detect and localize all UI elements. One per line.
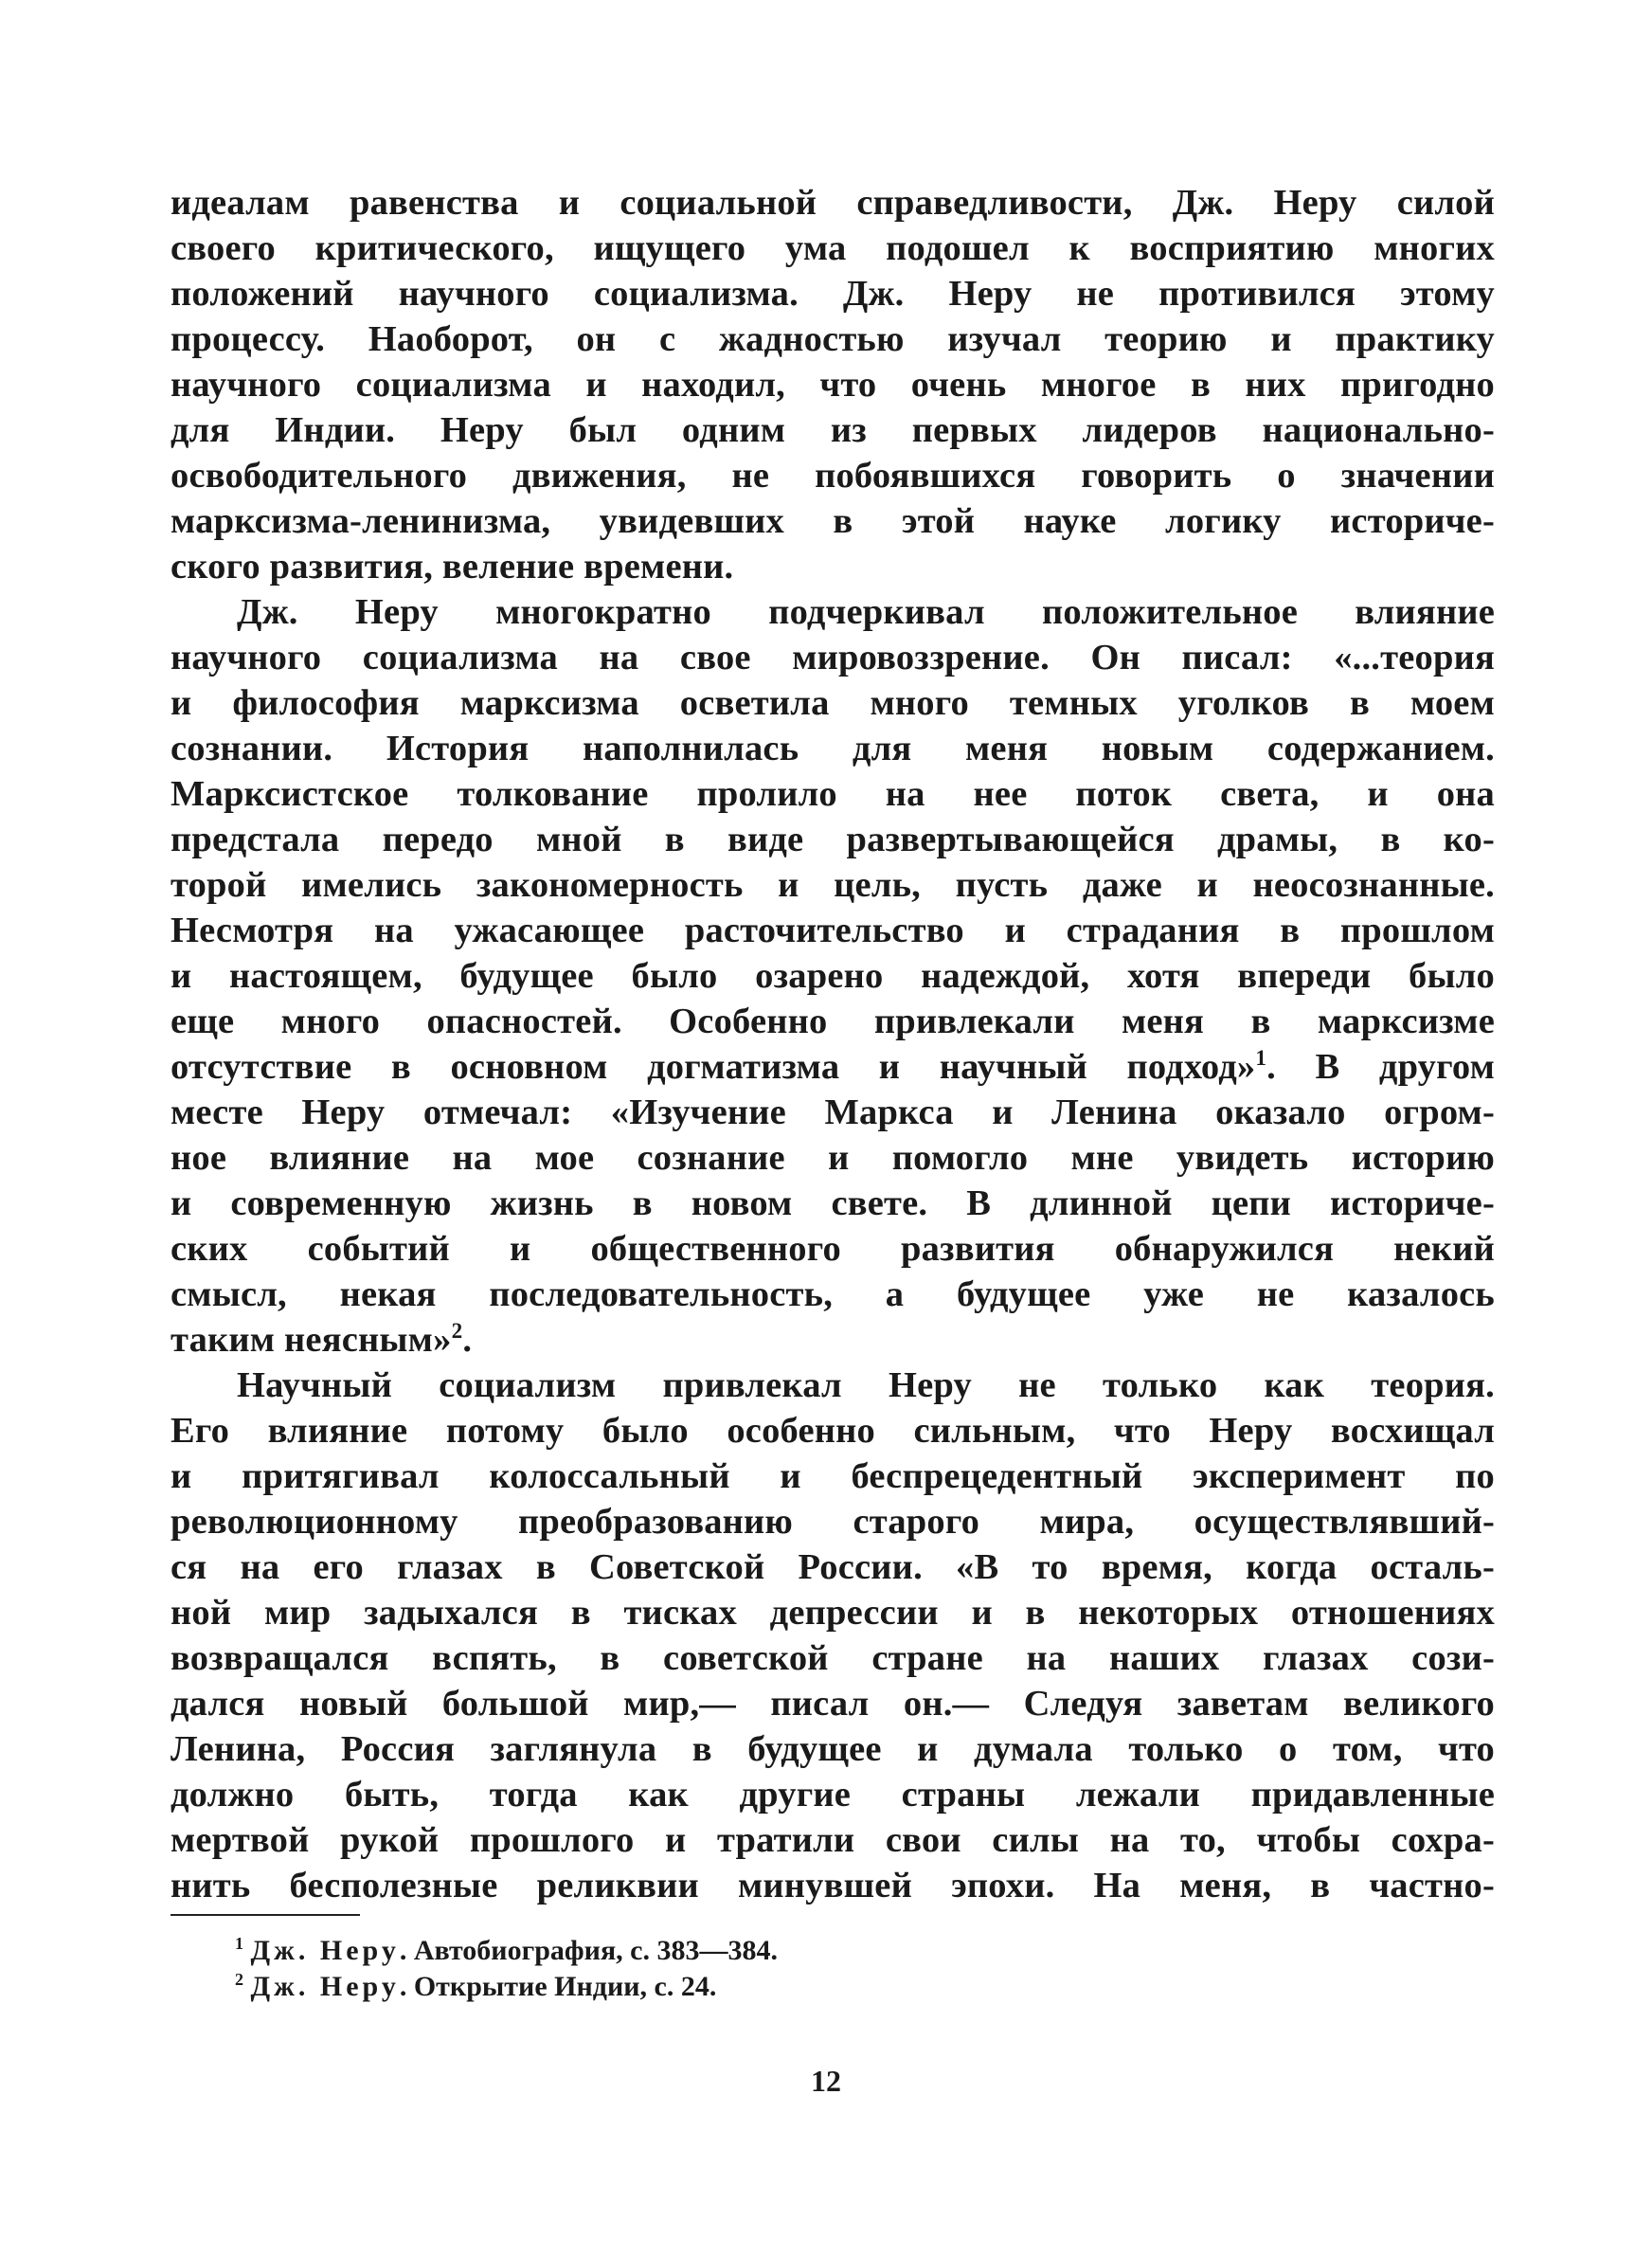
text-line: ное влияние на мое сознание и помогло мне увидеть историю xyxy=(171,1138,1495,1178)
footnote-1 xyxy=(235,1933,778,1969)
text-line: положений научного социализма. Дж. Неру не противился этому xyxy=(171,274,1495,314)
footnote-text: . Открытие Индии, с. 24. xyxy=(399,1971,717,2002)
text-segment: таким неясным» xyxy=(171,1320,452,1360)
text-line: месте Неру отмечал: «Изучение Маркса и Ленина оказало огром- xyxy=(171,1092,1495,1132)
text-line: Несмотря на ужасающее расточительство и страдания в прошлом xyxy=(171,911,1495,950)
page-number: 12 xyxy=(811,2064,841,2098)
footnote-divider xyxy=(171,1914,360,1916)
footnote-ref-2[interactable]: 2 xyxy=(451,1318,463,1344)
text-line: ского развития, веление времени. xyxy=(171,547,734,587)
text-line: ся на его глазах в Советской России. «В то время, когда осталь- xyxy=(171,1547,1495,1587)
text-line: еще много опасностей. Особенно привлекали меня в марксизме xyxy=(171,1002,1495,1041)
text-line: процессу. Наоборот, он с жадностью изучал теорию и практику xyxy=(171,319,1495,359)
text-line: Марксистское толкование пролило на нее поток света, и она xyxy=(171,774,1495,814)
text-line: освободительного движения, не побоявшихся говорить о значении xyxy=(171,456,1495,496)
text-line: и притягивал колоссальный и беспрецедентный эксперимент по xyxy=(171,1456,1495,1496)
text-line: смысл, некая последовательность, а будущее уже не казалось xyxy=(171,1274,1495,1314)
footnote-ref-1[interactable]: 1 xyxy=(1255,1045,1267,1071)
text-line: для Индии. Неру был одним из первых лидеров национально- xyxy=(171,410,1495,450)
text-line: мертвой рукой прошлого и тратили свои силы на то, чтобы сохра- xyxy=(171,1820,1495,1860)
text-line: и современную жизнь в новом свете. В длинной цепи историче- xyxy=(171,1183,1495,1223)
text-line: и настоящем, будущее было озарено надеждой, хотя впереди было xyxy=(171,956,1495,996)
text-line: возвращался вспять, в советской стране на наших глазах сози- xyxy=(171,1638,1495,1678)
text-line: ских событий и общественного развития обнаружился некий xyxy=(171,1229,1495,1269)
text-line-with-footnote xyxy=(171,1317,1495,1363)
text-line: должно быть, тогда как другие страны лежали придавленные xyxy=(171,1775,1495,1815)
footnote-2 xyxy=(235,1969,716,2005)
text-line: и философия марксизма осветила много темных уголков в моем xyxy=(171,683,1495,723)
text-segment: отсутствие в основном догматизма и научный подход» xyxy=(171,1047,1256,1087)
footnote-author: Дж. Неру xyxy=(250,1971,400,2002)
text-line: дался новый большой мир,— писал он.— Следуя заветам великого xyxy=(171,1684,1495,1724)
text-line: нить бесполезные реликвии минувшей эпохи. На меня, в частно- xyxy=(171,1866,1495,1905)
text-line: революционному преобразованию старого мира, осуществлявший- xyxy=(171,1502,1495,1542)
text-line: Научный социализм привлекал Неру не только как теория. xyxy=(237,1365,1495,1405)
footnote-text: . Автобиография, с. 383—384. xyxy=(399,1935,778,1966)
text-line: Дж. Неру многократно подчеркивал положительное влияние xyxy=(237,592,1495,632)
footnote-marker: 2 xyxy=(235,1970,243,1990)
footnote-marker: 1 xyxy=(235,1934,243,1954)
text-segment: . xyxy=(462,1320,473,1360)
footnote-author: Дж. Неру xyxy=(250,1935,400,1966)
text-segment: . В другом xyxy=(1266,1047,1495,1087)
text-line: идеалам равенства и социальной справедливости, Дж. Неру силой xyxy=(171,183,1495,223)
text-line: марксизма-ленинизма, увидевших в этой науке логику историче- xyxy=(171,501,1495,541)
text-line: торой имелись закономерность и цель, пусть даже и неосознанные. xyxy=(171,865,1495,905)
text-line: научного социализма и находил, что очень многое в них пригодно xyxy=(171,365,1495,405)
text-line: своего критического, ищущего ума подошел к восприятию многих xyxy=(171,228,1495,268)
text-line: сознании. История наполнилась для меня новым содержанием. xyxy=(171,729,1495,768)
text-line: ной мир задыхался в тисках депрессии и в некоторых отношениях xyxy=(171,1593,1495,1633)
text-line: Ленина, Россия заглянула в будущее и думала только о том, что xyxy=(171,1729,1495,1769)
text-line: предстала передо мной в виде развертывающейся драмы, в ко- xyxy=(171,820,1495,859)
text-line: Его влияние потому было особенно сильным, что Неру восхищал xyxy=(171,1411,1495,1451)
text-line-with-footnote xyxy=(171,1044,1495,1090)
text-line: научного социализма на свое мировоззрение. Он писал: «...теория xyxy=(171,638,1495,677)
